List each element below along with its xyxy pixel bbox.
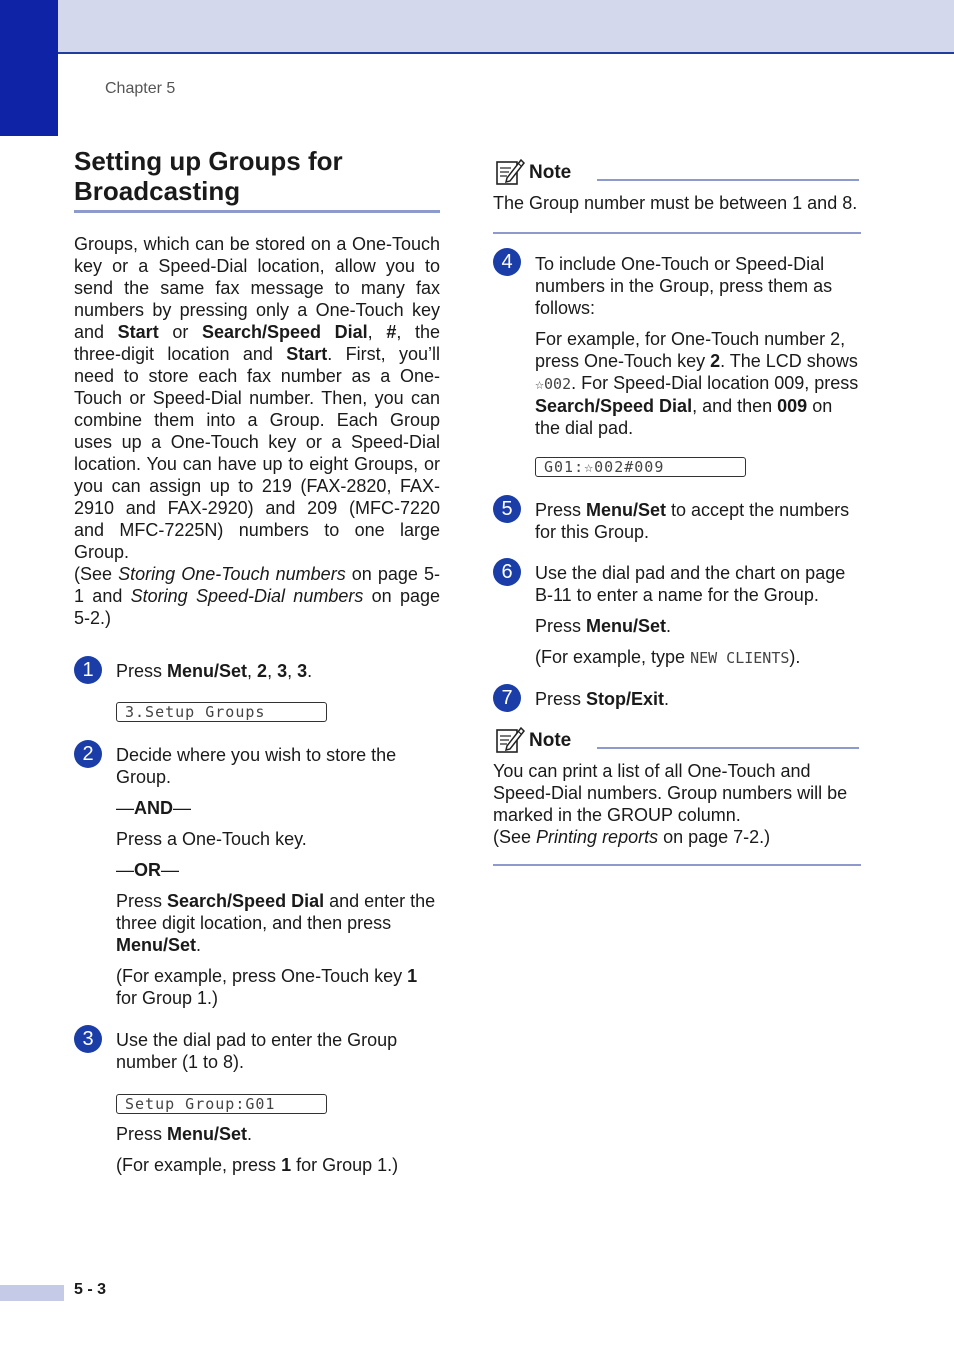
note-pencil-icon	[495, 156, 525, 191]
step-text: Press Stop/Exit.	[535, 689, 670, 709]
step-text: Press Menu/Set, 2, 3, 3.	[116, 661, 313, 681]
or-separator: —OR—	[116, 860, 179, 880]
step-text: Use the dial pad to enter the Group number (1 to 8).	[116, 1030, 398, 1072]
step-example: (For example, press 1 for Group 1.)	[116, 1155, 399, 1175]
note-box	[493, 724, 861, 866]
step-number-badge: 7	[493, 684, 521, 712]
note-rule	[597, 179, 859, 181]
step-text: Decide where you wish to store the Group.	[116, 745, 397, 787]
footer-band	[0, 1285, 64, 1301]
note-header	[493, 156, 861, 186]
step-3	[74, 1025, 440, 1176]
note-label: Note	[529, 162, 572, 183]
right-column	[493, 156, 861, 866]
note-end-rule	[493, 232, 861, 234]
chapter-label: Chapter 5	[105, 80, 176, 97]
step-number-badge: 4	[493, 248, 521, 276]
step-example: (For example, type NEW CLIENTS).	[535, 647, 801, 667]
note-text: You can print a list of all One-Touch and Speed-Dial numbers. Group numbers will be marked in the GROUP column. (See Printing reports on page 7-2.)	[493, 761, 848, 847]
step-7	[493, 684, 861, 710]
note-pencil-icon	[495, 724, 525, 759]
step-number-badge: 1	[74, 656, 102, 684]
step-example: For example, for One-Touch number 2, press One-Touch key 2. The LCD shows ☆002. For Speed-Dial location 009, press Search/Speed Dial, and then 009 on the dial pad.	[535, 329, 859, 438]
intro-paragraph: Groups, which can be stored on a One-Touch key or a Speed-Dial location, allow you to send the same fax message to many fax numbers by pressing only a One-Touch key and Start or Search/Speed Dial, #, the three-digit location and Start. First, you’ll need to store each fax number as a One-Touch or Speed-Dial number. Then, you can combine them into a Group. Each Group uses up a One-Touch key or a Speed-Dial location. You can have up to eight Groups, or you can assign up to 219 (FAX-2820, FAX-2910 and FAX-2920) and 209 (MFC-7220 and MFC-7225N) numbers to one large Group. (See Storing One-Touch numbers on page 5-1 and Storing Speed-Dial numbers on page 5-2.)	[74, 234, 440, 628]
step-4	[493, 248, 861, 477]
step-text: To include One-Touch or Speed-Dial numbers in the Group, press them as follows:	[535, 254, 833, 318]
step-text: Press Menu/Set.	[535, 616, 672, 636]
step-text: Press Menu/Set to accept the numbers for this Group.	[535, 500, 850, 542]
chapter-side-tab	[0, 0, 58, 136]
note-label: Note	[529, 730, 572, 751]
note-end-rule	[493, 864, 861, 866]
step-5	[493, 495, 861, 543]
lcd-display: G01:☆002#009	[535, 457, 746, 477]
step-2	[74, 740, 440, 1009]
left-column	[74, 146, 440, 1176]
note-box	[493, 156, 861, 234]
note-header	[493, 724, 861, 754]
and-separator: —AND—	[116, 798, 191, 818]
step-number-badge: 3	[74, 1025, 102, 1053]
step-number-badge: 6	[493, 558, 521, 586]
step-1	[74, 656, 440, 722]
page-number: 5 - 3	[74, 1281, 107, 1298]
step-6	[493, 558, 861, 669]
step-example: (For example, press One-Touch key 1 for Group 1.)	[116, 966, 418, 1008]
step-number-badge: 5	[493, 495, 521, 523]
step-text: Press Menu/Set.	[116, 1124, 253, 1144]
step-number-badge: 2	[74, 740, 102, 768]
header-band	[58, 0, 954, 54]
lcd-display: Setup Group:G01	[116, 1094, 327, 1114]
step-text: Press a One-Touch key.	[116, 829, 307, 849]
step-text: Use the dial pad and the chart on page B-11 to enter a name for the Group.	[535, 563, 846, 605]
note-rule	[597, 747, 859, 749]
step-text: Press Search/Speed Dial and enter the three digit location, and then press Menu/Set.	[116, 891, 436, 955]
section-title: Setting up Groups for Broadcasting	[74, 146, 440, 213]
lcd-display: 3.Setup Groups	[116, 702, 327, 722]
note-text: The Group number must be between 1 and 8.	[493, 193, 858, 213]
